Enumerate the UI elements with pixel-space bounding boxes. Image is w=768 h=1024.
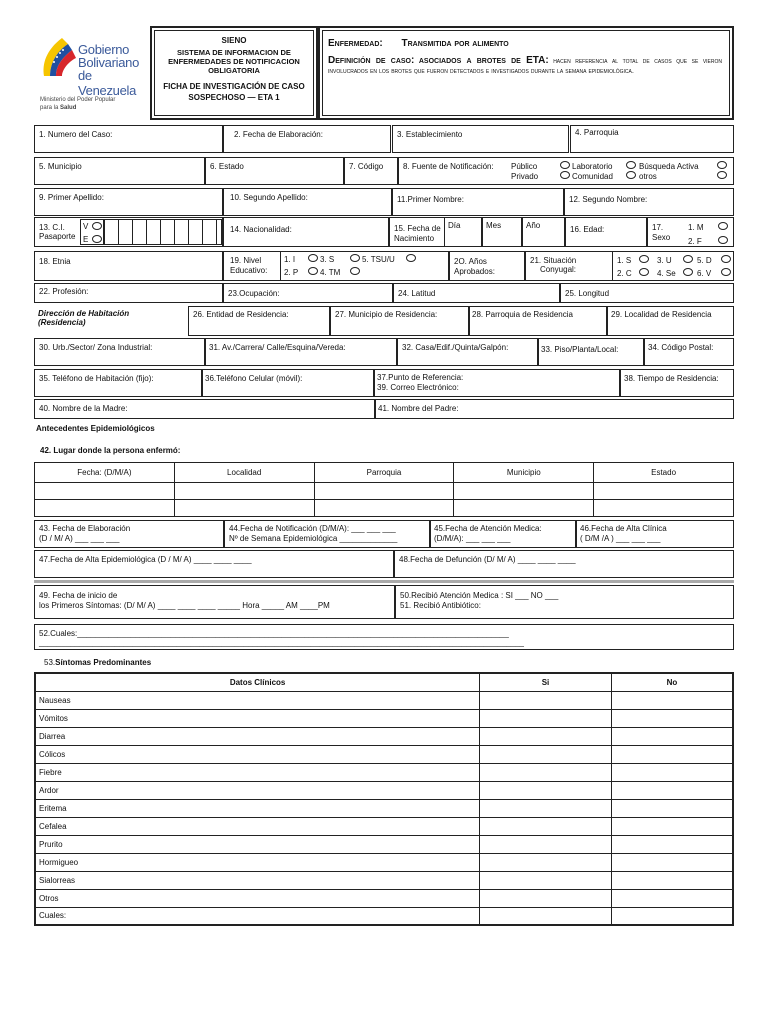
field-state[interactable] (205, 157, 344, 185)
label-edu-1: 1. I (284, 255, 296, 264)
label-38: 38. Tiempo de Residencia: (624, 374, 719, 383)
table-header: Localidad (174, 463, 314, 483)
symptom-label: Prurito (35, 835, 480, 853)
label-41: 41. Nombre del Padre: (378, 404, 459, 413)
field-age[interactable] (565, 217, 647, 247)
sieno-header (150, 26, 318, 120)
symptom-yes-cell[interactable] (480, 745, 612, 763)
field-code[interactable] (344, 157, 398, 185)
symptom-no-cell[interactable] (611, 835, 733, 853)
table-cell[interactable] (594, 500, 734, 517)
logo (38, 30, 150, 98)
field-father-name[interactable] (375, 399, 734, 419)
symptom-label: Nauseas (35, 691, 480, 709)
radio-privado[interactable] (717, 171, 727, 179)
label-19b: Educativo: (230, 266, 268, 275)
radio-busqueda[interactable] (626, 161, 636, 169)
disease-line (328, 38, 509, 49)
ministry-prefix: para la (40, 105, 59, 111)
label-36: 36.Teléfono Celular (móvil): (205, 374, 303, 383)
label-44: 44.Fecha de Notificación (D/M/A): ___ ___ ___ (229, 524, 396, 533)
label-mar-4: 4. Se (657, 269, 676, 278)
radio-v[interactable] (92, 222, 102, 230)
field-medical-attention[interactable] (395, 585, 734, 619)
label-20: 2O. Años (454, 257, 487, 266)
definition-bold: asociados a brotes de ETA: (418, 55, 549, 66)
label-39: 39. Correo Electrónico: (377, 383, 459, 392)
field-mother-name[interactable] (34, 399, 375, 419)
symptoms-label: Síntomas Predominantes (55, 658, 152, 667)
symptom-no-cell[interactable] (611, 763, 733, 781)
venezuela-flag-icon (38, 32, 78, 80)
table-cell[interactable] (35, 483, 175, 500)
label-edu-4: 4. TM (320, 268, 341, 277)
symptom-label: Fiebre (35, 763, 480, 781)
label-16: 16. Edad: (570, 225, 605, 234)
label-43b: (D / M/ A) ___ ___ ___ (39, 534, 120, 543)
label-40: 40. Nombre de la Madre: (39, 404, 128, 413)
label-17: 17. (652, 223, 664, 232)
label-comunidad: Comunidad (572, 172, 613, 181)
label-e: E (83, 235, 89, 244)
label-23: 23.Ocupación: (228, 289, 280, 298)
field-epidemiological-discharge[interactable] (34, 550, 394, 578)
radio-edu-5[interactable] (406, 254, 416, 262)
field-occupation[interactable] (223, 283, 393, 303)
radio-sex-f[interactable] (718, 236, 728, 244)
field-establishment[interactable] (392, 125, 569, 153)
label-5: 5. Municipio (39, 162, 82, 171)
birth-day-cell[interactable] (444, 217, 482, 247)
field-ethnicity[interactable] (34, 251, 223, 281)
table-cell[interactable] (314, 500, 454, 517)
radio-comunidad[interactable] (560, 171, 570, 179)
label-20b: Aprobados: (454, 267, 495, 276)
form-title: FICHA DE INVESTIGACIÓN DE CASO SOSPECHOSO — ETA 1 (163, 82, 305, 102)
label-mar-3: 3. U (657, 256, 672, 265)
field-first-name[interactable] (392, 188, 564, 216)
symptom-label: Otros (35, 889, 480, 907)
radio-sex-m[interactable] (718, 222, 728, 230)
radio-edu-3[interactable] (350, 254, 360, 262)
label-mar-2: 2. C (617, 269, 632, 278)
label-15: 15. Fecha de (394, 224, 441, 233)
system-acronym: SIENO (221, 36, 247, 45)
label-mar-1: 1. S (617, 256, 632, 265)
label-34: 34. Código Postal: (648, 343, 714, 352)
label-4: 4. Parroquia (575, 128, 619, 137)
field-first-surname[interactable] (34, 188, 223, 216)
symptom-label: Vómitos (35, 709, 480, 727)
label-30: 30. Urb./Sector/ Zona Industrial: (39, 343, 153, 352)
label-49: 49. Fecha de inicio de (39, 591, 118, 600)
radio-laboratorio[interactable] (560, 161, 570, 169)
field-nationality[interactable] (223, 217, 389, 247)
table-header: Parroquia (314, 463, 454, 483)
symptom-yes-cell[interactable] (480, 709, 612, 727)
symptom-no-cell[interactable] (611, 781, 733, 799)
symptom-no-cell[interactable] (611, 907, 733, 925)
label-49b: los Primeros Síntomas: (D/ M/ A) ____ ____ ____ _____ Hora _____ AM ____PM (39, 601, 330, 610)
symptom-yes-cell[interactable] (480, 853, 612, 871)
label-1: 1. Numero del Caso: (39, 130, 113, 139)
label-mar-6: 6. V (697, 269, 712, 278)
table-cell[interactable] (35, 500, 175, 517)
table-header: Fecha: (D/M/A) (35, 463, 175, 483)
table-row (35, 889, 733, 907)
radio-otros[interactable] (626, 171, 636, 179)
id-type-group (80, 219, 104, 245)
label-28: 28. Parroquia de Residencia (472, 310, 573, 319)
definition-label: Definición de caso: (328, 55, 415, 66)
section-divider (34, 580, 734, 583)
label-26: 26. Entidad de Residencia: (193, 310, 289, 319)
label-edu-2: 2. P (284, 268, 299, 277)
symptom-no-cell[interactable] (611, 727, 733, 745)
radio-publico[interactable] (717, 161, 727, 169)
label-45: 45.Fecha de Atención Medica: (434, 524, 542, 533)
field-postal-code[interactable] (644, 338, 734, 366)
table-header-row (35, 463, 734, 483)
table-row (35, 799, 733, 817)
table-header: No (611, 673, 733, 691)
symptom-no-cell[interactable] (611, 691, 733, 709)
disease-value: Transmitida por alimento (401, 38, 509, 49)
marital-options (612, 252, 733, 280)
symptom-label: Ardor (35, 781, 480, 799)
label-33: 33. Piso/Planta/Local: (541, 345, 619, 354)
label-mar-5: 5. D (697, 256, 712, 265)
label-22: 22. Profesión: (39, 287, 89, 296)
radio-edu-2[interactable] (308, 267, 318, 275)
radio-mar-4[interactable] (683, 268, 693, 276)
symptom-label: Cuales: (35, 907, 480, 925)
label-2: 2. Fecha de Elaboración: (234, 130, 323, 139)
radio-edu-4[interactable] (350, 267, 360, 275)
table-row (35, 763, 733, 781)
label-13b: Pasaporte (39, 232, 76, 241)
field-mobile-phone[interactable] (202, 369, 374, 397)
illness-place-title: 42. Lugar donde la persona enfermó: (40, 446, 181, 455)
table-row (35, 727, 733, 745)
ministry-text-2 (40, 105, 76, 111)
label-47: 47.Fecha de Alta Epidemiológica (D / M/ A) ____ ____ ____ (39, 555, 252, 564)
system-name: SISTEMA DE INFORMACION DE ENFERMEDADES DE NOTIFICACION OBLIGATORIA (168, 48, 300, 75)
label-sex-f: 2. F (688, 237, 702, 246)
label-laboratorio: Laboratorio (572, 162, 613, 171)
field-symptom-onset[interactable] (34, 585, 395, 619)
symptom-yes-cell[interactable] (480, 781, 612, 799)
field-latitude[interactable] (393, 283, 560, 303)
label-7: 7. Código (349, 162, 384, 171)
symptom-label: Cefalea (35, 817, 480, 835)
table-row (35, 781, 733, 799)
label-43: 43. Fecha de Elaboración (39, 524, 131, 533)
logo-text-2: Bolivariano (78, 55, 140, 70)
logo-text-3: de Venezuela (78, 68, 137, 98)
field-years-approved[interactable] (449, 251, 525, 281)
table-header: Estado (594, 463, 734, 483)
label-mes: Mes (486, 221, 502, 230)
field-residence-parish[interactable] (469, 306, 607, 336)
ministry-bold: Salud (60, 105, 77, 111)
field-home-phone[interactable] (34, 369, 202, 397)
symptom-yes-cell[interactable] (480, 727, 612, 745)
label-44b: Nº de Semana Epidemiológica _____________ (229, 534, 398, 543)
table-row (35, 709, 733, 727)
field-case-number[interactable] (34, 125, 223, 153)
field-municipality[interactable] (34, 157, 205, 185)
label-publico: Público (511, 162, 538, 171)
table-header: Datos Clínicos (35, 673, 480, 691)
label-dia: Día (448, 221, 461, 230)
label-31: 31. Av./Carrera/ Calle/Esquina/Vereda: (209, 343, 346, 352)
field-floor[interactable] (538, 338, 644, 366)
symptom-no-cell[interactable] (611, 709, 733, 727)
table-cell[interactable] (594, 483, 734, 500)
field-medical-attention-date[interactable] (430, 520, 576, 548)
label-12: 12. Segundo Nombre: (569, 195, 648, 204)
label-19: 19. Nivel (230, 256, 262, 265)
symptom-no-cell[interactable] (611, 745, 733, 763)
field-house[interactable] (397, 338, 538, 366)
residence-address-title: Dirección de Habitación (Residencia) (38, 309, 130, 327)
field-sex (647, 217, 734, 247)
symptom-label: Hormigueo (35, 853, 480, 871)
definition-block (328, 56, 722, 76)
symptom-no-cell[interactable] (611, 817, 733, 835)
label-busqueda: Búsqueda Activa (639, 162, 699, 171)
label-27: 27. Municipio de Residencia: (335, 310, 438, 319)
radio-mar-6[interactable] (721, 268, 731, 276)
table-cell[interactable] (454, 483, 594, 500)
table-row (35, 691, 733, 709)
table-row (35, 817, 733, 835)
table-header: Si (480, 673, 612, 691)
definition-text: hacen referencia al total de casos que se vieron involucrados en los brotes que fueron detectados e investigados durante la semana epidemiológica. (328, 56, 722, 75)
field-profession[interactable] (34, 283, 223, 303)
symptom-yes-cell[interactable] (480, 799, 612, 817)
symptom-label: Sialorreas (35, 871, 480, 889)
table-header: Municipio (454, 463, 594, 483)
table-row (35, 500, 734, 517)
field-urbanization[interactable] (34, 338, 205, 366)
symptom-no-cell[interactable] (611, 853, 733, 871)
label-15b: Nacimiento (394, 234, 435, 243)
illness-place-table (34, 462, 734, 517)
table-cell[interactable] (454, 500, 594, 517)
symptom-yes-cell[interactable] (480, 871, 612, 889)
field-parish[interactable] (570, 125, 734, 153)
label-17b: Sexo (652, 233, 671, 242)
disease-header (318, 26, 734, 120)
radio-mar-2[interactable] (639, 268, 649, 276)
label-52b: _____________________________________________________________________________________________________________ (39, 638, 524, 647)
field-second-name[interactable] (564, 188, 734, 216)
label-29: 29. Localidad de Residencia (611, 310, 712, 319)
label-50: 50.Recibió Atención Medica : SI ___ NO ___ (400, 591, 559, 600)
label-37: 37.Punto de Referencia: (377, 373, 464, 382)
label-11: 11.Primer Nombre: (397, 195, 464, 204)
field-elaboration-date[interactable] (223, 125, 391, 153)
symptom-no-cell[interactable] (611, 889, 733, 907)
table-row (35, 483, 734, 500)
radio-mar-3[interactable] (683, 255, 693, 263)
label-privado: Privado (511, 172, 539, 181)
symptoms-number: 53. (44, 658, 56, 667)
label-6: 6. Estado (210, 162, 244, 171)
field-education-level (223, 251, 449, 281)
label-sex-m: 1. M (688, 223, 704, 232)
label-46: 46.Fecha de Alta Clínica (580, 524, 667, 533)
label-25: 25. Longitud (565, 289, 610, 298)
table-row (35, 871, 733, 889)
field-second-surname[interactable] (223, 188, 392, 216)
antecedentes-title: Antecedentes Epidemiológicos (36, 424, 155, 433)
label-24: 24. Latitud (398, 289, 436, 298)
radio-e[interactable] (92, 235, 102, 243)
ministry-text-1: Ministerio del Poder Popular (40, 97, 116, 103)
logo-text-1: Gobierno (78, 42, 130, 57)
table-cell[interactable] (314, 483, 454, 500)
table-cell[interactable] (174, 483, 314, 500)
symptom-yes-cell[interactable] (480, 691, 612, 709)
table-header-row (35, 673, 733, 691)
id-digit-boxes[interactable] (104, 219, 222, 245)
symptoms-title (44, 658, 151, 667)
field-death-date[interactable] (394, 550, 734, 578)
field-notification-date[interactable] (224, 520, 430, 548)
label-52: 52.Cuales:_________________________________________________________________________________________________ (39, 629, 509, 638)
label-21: 21. Situación (530, 256, 577, 265)
label-21b: Conyugal: (540, 265, 577, 274)
field-residence-entity[interactable] (188, 306, 330, 336)
table-cell[interactable] (174, 500, 314, 517)
symptom-yes-cell[interactable] (480, 907, 612, 925)
field-notification-source (398, 157, 734, 185)
label-otros: otros (639, 172, 657, 181)
field-marital-status (525, 251, 734, 281)
field-longitude[interactable] (560, 283, 734, 303)
radio-mar-5[interactable] (721, 255, 731, 263)
label-anio: Año (526, 221, 541, 230)
field-antibiotic-which[interactable] (34, 624, 734, 650)
symptoms-table (34, 672, 734, 926)
symptom-no-cell[interactable] (611, 799, 733, 817)
symptom-label: Diarrea (35, 727, 480, 745)
label-9: 9. Primer Apellido: (39, 193, 104, 202)
label-51: 51. Recibió Antibiótico: (400, 601, 481, 610)
label-18: 18. Etnia (39, 257, 71, 266)
symptom-yes-cell[interactable] (480, 835, 612, 853)
label-35: 35. Teléfono de Habitación (fijo): (39, 374, 154, 383)
symptom-yes-cell[interactable] (480, 889, 612, 907)
label-14: 14. Nacionalidad: (230, 225, 292, 234)
table-row (35, 745, 733, 763)
symptom-yes-cell[interactable] (480, 817, 612, 835)
table-row (35, 835, 733, 853)
label-edu-3: 3. S (320, 255, 335, 264)
field-residence-municipality[interactable] (330, 306, 469, 336)
symptom-no-cell[interactable] (611, 871, 733, 889)
birth-year-cell[interactable] (522, 217, 566, 247)
label-48: 48.Fecha de Defunción (D/ M/ A) ____ ____ ____ (399, 555, 576, 564)
label-32: 32. Casa/Edif./Quinta/Galpón: (402, 343, 509, 352)
field-elaboration-date-2[interactable] (34, 520, 224, 548)
field-residence-time[interactable] (620, 369, 734, 397)
label-45b: (D/M/A): ___ ___ ___ (434, 534, 511, 543)
field-reference-email[interactable] (374, 369, 620, 397)
label-3: 3. Establecimiento (397, 130, 463, 139)
symptom-rows (35, 691, 733, 925)
label-13: 13. C.I. (39, 223, 65, 232)
field-birth-date (389, 217, 565, 247)
field-id-number (34, 217, 223, 247)
birth-month-cell[interactable] (482, 217, 522, 247)
symptom-yes-cell[interactable] (480, 763, 612, 781)
radio-mar-1[interactable] (639, 255, 649, 263)
field-clinical-discharge-date[interactable] (576, 520, 734, 548)
symptom-label: Cólicos (35, 745, 480, 763)
symptom-label: Eritema (35, 799, 480, 817)
label-8: 8. Fuente de Notificación: (403, 162, 494, 171)
disease-label: Enfermedad: (328, 38, 383, 49)
label-10: 10. Segundo Apellido: (230, 193, 308, 202)
label-edu-5: 5. TSU/U (362, 255, 395, 264)
label-v: V (83, 222, 89, 231)
table-row (35, 853, 733, 871)
table-row (35, 907, 733, 925)
label-46b: ( D/M /A ) ___ ___ ___ (580, 534, 661, 543)
field-residence-locality[interactable] (607, 306, 734, 336)
field-avenue[interactable] (205, 338, 397, 366)
radio-edu-1[interactable] (308, 254, 318, 262)
